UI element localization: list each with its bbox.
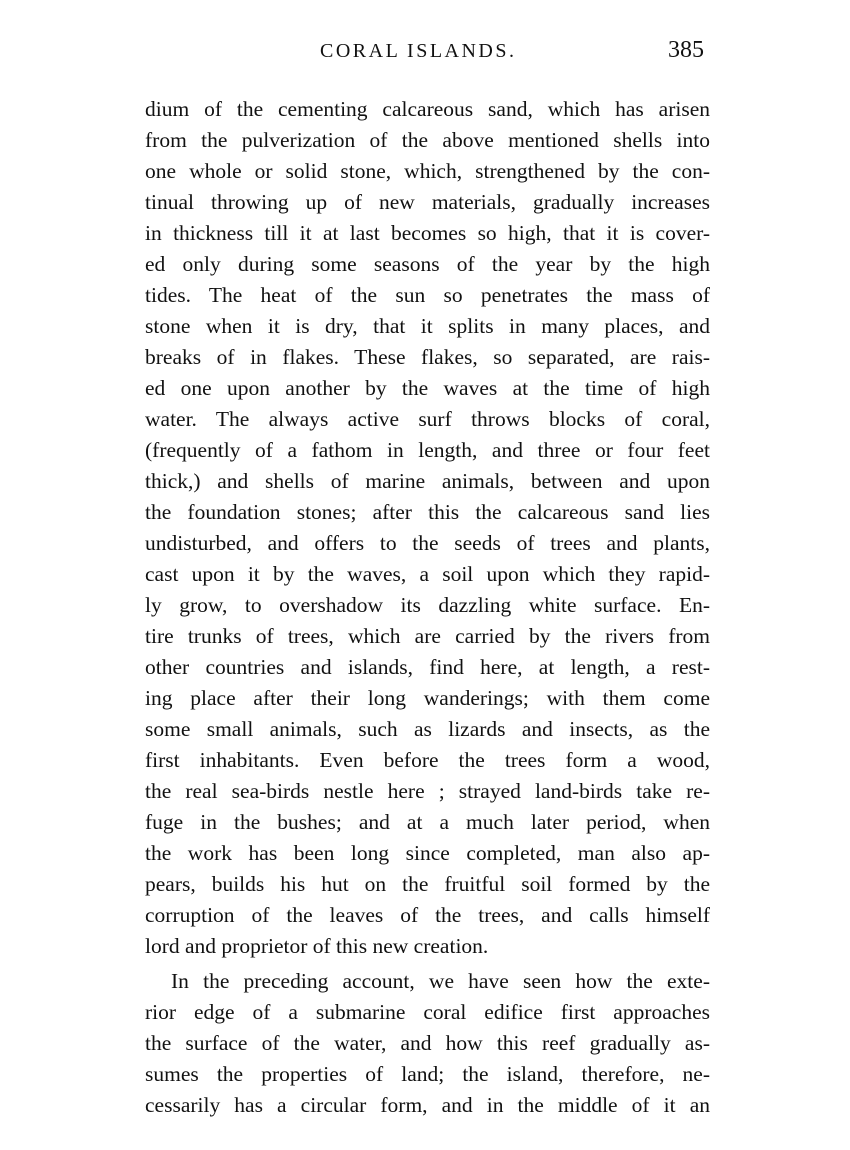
text-line: ly grow, to overshadow its dazzling white surface. En- [145, 593, 710, 617]
text-line: lord and proprietor of this new creation. [145, 934, 489, 958]
text-line: the real sea-birds nestle here ; strayed land-birds take re- [145, 779, 710, 803]
text-line: ing place after their long wanderings; with them come [145, 686, 710, 710]
text-line: corruption of the leaves of the trees, and calls himself [145, 903, 710, 927]
text-line: pears, builds his hut on the fruitful soil formed by the [145, 872, 710, 896]
body-text [145, 94, 710, 1121]
text-line: tinual throwing up of new materials, gradually increases [145, 190, 710, 214]
text-line: ed one upon another by the waves at the time of high [145, 376, 710, 400]
text-line: other countries and islands, find here, at length, a rest- [145, 655, 710, 679]
text-line: from the pulverization of the above mentioned shells into [145, 128, 710, 152]
text-line: the work has been long since completed, man also ap- [145, 841, 710, 865]
running-head [145, 37, 710, 70]
text-line: thick,) and shells of marine animals, between and upon [145, 469, 710, 493]
text-line: in thickness till it at last becomes so high, that it is cover- [145, 221, 710, 245]
text-line: undisturbed, and offers to the seeds of trees and plants, [145, 531, 710, 555]
text-line: cessarily has a circular form, and in the middle of it an [145, 1093, 710, 1117]
paragraph [145, 966, 710, 1121]
text-line: first inhabitants. Even before the trees form a wood, [145, 748, 710, 772]
text-line: the surface of the water, and how this reef gradually as- [145, 1031, 710, 1055]
text-line: stone when it is dry, that it splits in many places, and [145, 314, 710, 338]
text-line: tides. The heat of the sun so penetrates the mass of [145, 283, 710, 307]
text-line: tire trunks of trees, which are carried by the rivers from [145, 624, 710, 648]
text-line: the foundation stones; after this the calcareous sand lies [145, 500, 710, 524]
text-line: some small animals, such as lizards and insects, as the [145, 717, 710, 741]
running-title: CORAL ISLANDS. [320, 40, 517, 62]
text-line: ed only during some seasons of the year by the high [145, 252, 710, 276]
text-line: cast upon it by the waves, a soil upon which they rapid- [145, 562, 710, 586]
text-line: water. The always active surf throws blocks of coral, [145, 407, 710, 431]
page-number: 385 [668, 37, 704, 63]
text-line: dium of the cementing calcareous sand, which has arisen [145, 97, 710, 121]
paragraph [145, 94, 710, 962]
text-line: (frequently of a fathom in length, and three or four feet [145, 438, 710, 462]
text-line: one whole or solid stone, which, strengthened by the con- [145, 159, 710, 183]
text-line: fuge in the bushes; and at a much later period, when [145, 810, 710, 834]
text-line: rior edge of a submarine coral edifice first approaches [145, 1000, 710, 1024]
text-line: breaks of in flakes. These flakes, so separated, are rais- [145, 345, 710, 369]
text-line: In the preceding account, we have seen how the exte- [171, 969, 710, 993]
text-line: sumes the properties of land; the island, therefore, ne- [145, 1062, 710, 1086]
